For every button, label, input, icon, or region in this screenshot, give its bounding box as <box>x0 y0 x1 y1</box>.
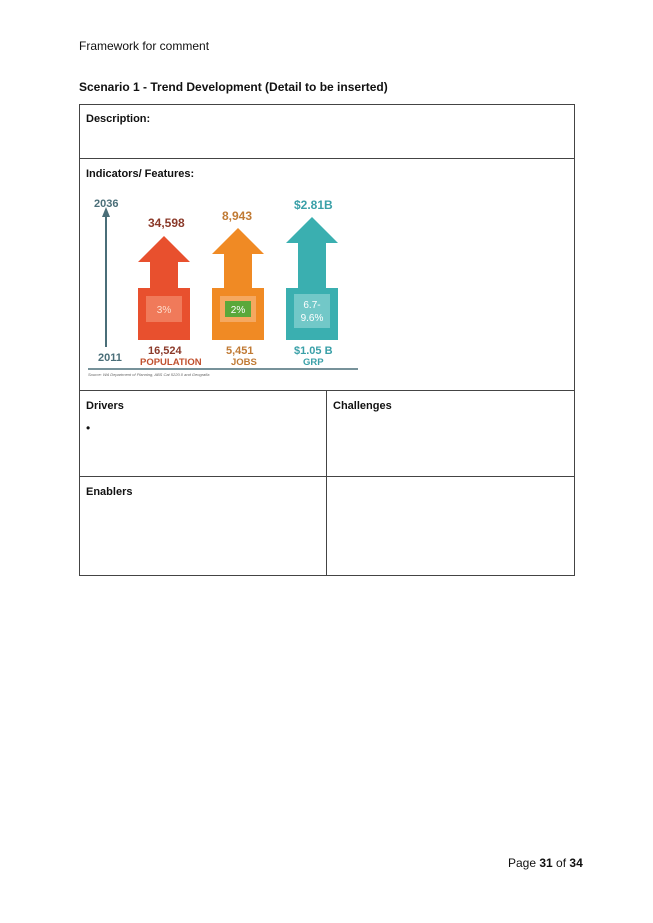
grp-arrow <box>286 198 338 368</box>
grp-end: $2.81B <box>294 198 333 212</box>
indicators-label: Indicators/ Features: <box>86 168 195 180</box>
jobs-start: 5,451 <box>226 345 254 357</box>
drivers-row <box>80 391 574 477</box>
growth-infographic <box>88 195 360 379</box>
footer-of: of <box>552 856 570 870</box>
page-footer <box>508 856 583 870</box>
scenario-table <box>79 104 575 576</box>
drivers-bullet: • <box>86 421 91 435</box>
scenario-title: Scenario 1 - Trend Development (Detail to be inserted) <box>79 80 388 94</box>
challenges-label: Challenges <box>333 400 392 412</box>
grp-growth-line1: 6.7- <box>303 300 321 311</box>
total-pages: 34 <box>569 856 583 870</box>
jobs-end: 8,943 <box>222 209 253 223</box>
year-start: 2011 <box>98 352 122 364</box>
jobs-growth: 2% <box>230 305 246 316</box>
population-label: POPULATION <box>140 357 202 368</box>
year-end: 2036 <box>94 198 119 210</box>
indicators-row <box>80 159 574 391</box>
description-row <box>80 105 574 159</box>
footer-prefix: Page <box>508 856 540 870</box>
grp-growth-line2: 9.6% <box>300 313 324 324</box>
description-label: Description: <box>86 113 151 125</box>
grp-start: $1.05 B <box>294 345 333 357</box>
jobs-label: JOBS <box>231 357 257 368</box>
column-divider <box>326 391 327 575</box>
enablers-row <box>80 477 574 575</box>
population-end: 34,598 <box>148 216 185 230</box>
population-growth: 3% <box>156 305 172 316</box>
current-page: 31 <box>539 856 553 870</box>
drivers-label: Drivers <box>86 400 124 412</box>
enablers-label: Enablers <box>86 486 133 498</box>
population-arrow <box>138 216 202 368</box>
jobs-arrow <box>212 209 264 368</box>
infographic-source: Source: WA Department of Planning, ABS Cat 5220.0 and Geografia <box>88 372 210 377</box>
population-start: 16,524 <box>148 345 182 357</box>
page-header: Framework for comment <box>79 39 210 53</box>
grp-label: GRP <box>303 357 324 368</box>
